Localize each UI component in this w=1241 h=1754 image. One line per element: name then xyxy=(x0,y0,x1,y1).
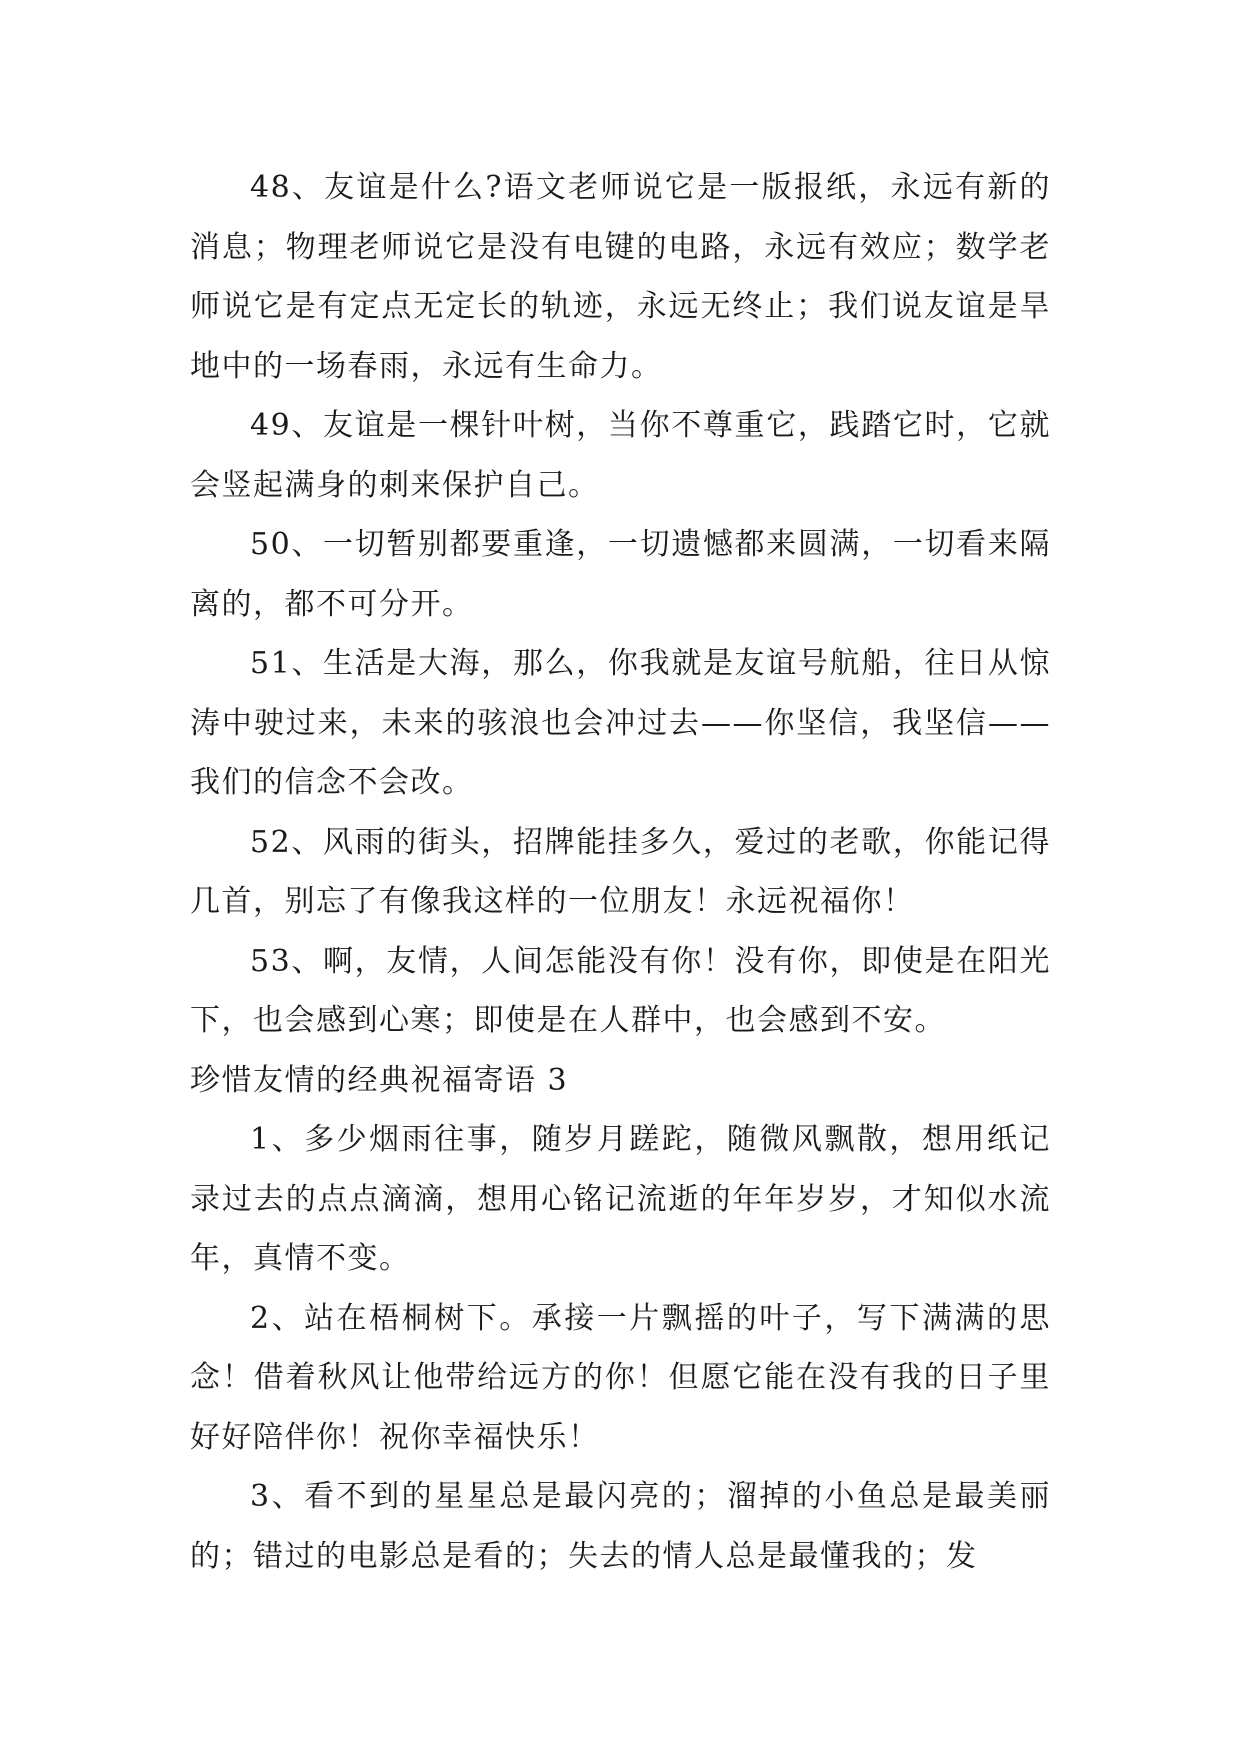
section-heading: 珍惜友情的经典祝福寄语 3 xyxy=(190,1062,569,1098)
paragraph-51: 51、生活是大海，那么，你我就是友谊号航船，往日从惊涛中驶过来，未来的骇浪也会冲过去——你坚信，我坚信——我们的信念不会改。 xyxy=(190,646,1051,800)
paragraph-53: 53、啊，友情，人间怎能没有你！没有你，即使是在阳光下，也会感到心寒；即使是在人群中，也会感到不安。 xyxy=(190,943,1051,1038)
paragraph-52: 52、风雨的街头，招牌能挂多久，爱过的老歌，你能记得几首，别忘了有像我这样的一位朋友！永远祝福你！ xyxy=(190,824,1051,919)
paragraph-48: 48、友谊是什么?语文老师说它是一版报纸，永远有新的消息；物理老师说它是没有电键的电路，永远有效应；数学老师说它是有定点无定长的轨迹，永远无终止；我们说友谊是旱地中的一场春雨，永远有生命力。 xyxy=(190,170,1051,384)
document-body xyxy=(190,158,1051,1586)
paragraph-3: 3、看不到的星星总是最闪亮的；溜掉的小鱼总是最美丽的；错过的电影总是看的；失去的情人总是最懂我的；发 xyxy=(190,1479,1051,1574)
paragraph-2: 2、站在梧桐树下。承接一片飘摇的叶子，写下满满的思念！借着秋风让他带给远方的你！但愿它能在没有我的日子里好好陪伴你！祝你幸福快乐！ xyxy=(190,1300,1051,1455)
paragraph-1: 1、多少烟雨往事，随岁月蹉跎，随微风飘散，想用纸记录过去的点点滴滴，想用心铭记流逝的年年岁岁，才知似水流年，真情不变。 xyxy=(190,1122,1051,1276)
paragraph-50: 50、一切暂别都要重逢，一切遗憾都来圆满，一切看来隔离的，都不可分开。 xyxy=(190,527,1051,622)
paragraph-49: 49、友谊是一棵针叶树，当你不尊重它，践踏它时，它就会竖起满身的刺来保护自己。 xyxy=(190,408,1051,503)
